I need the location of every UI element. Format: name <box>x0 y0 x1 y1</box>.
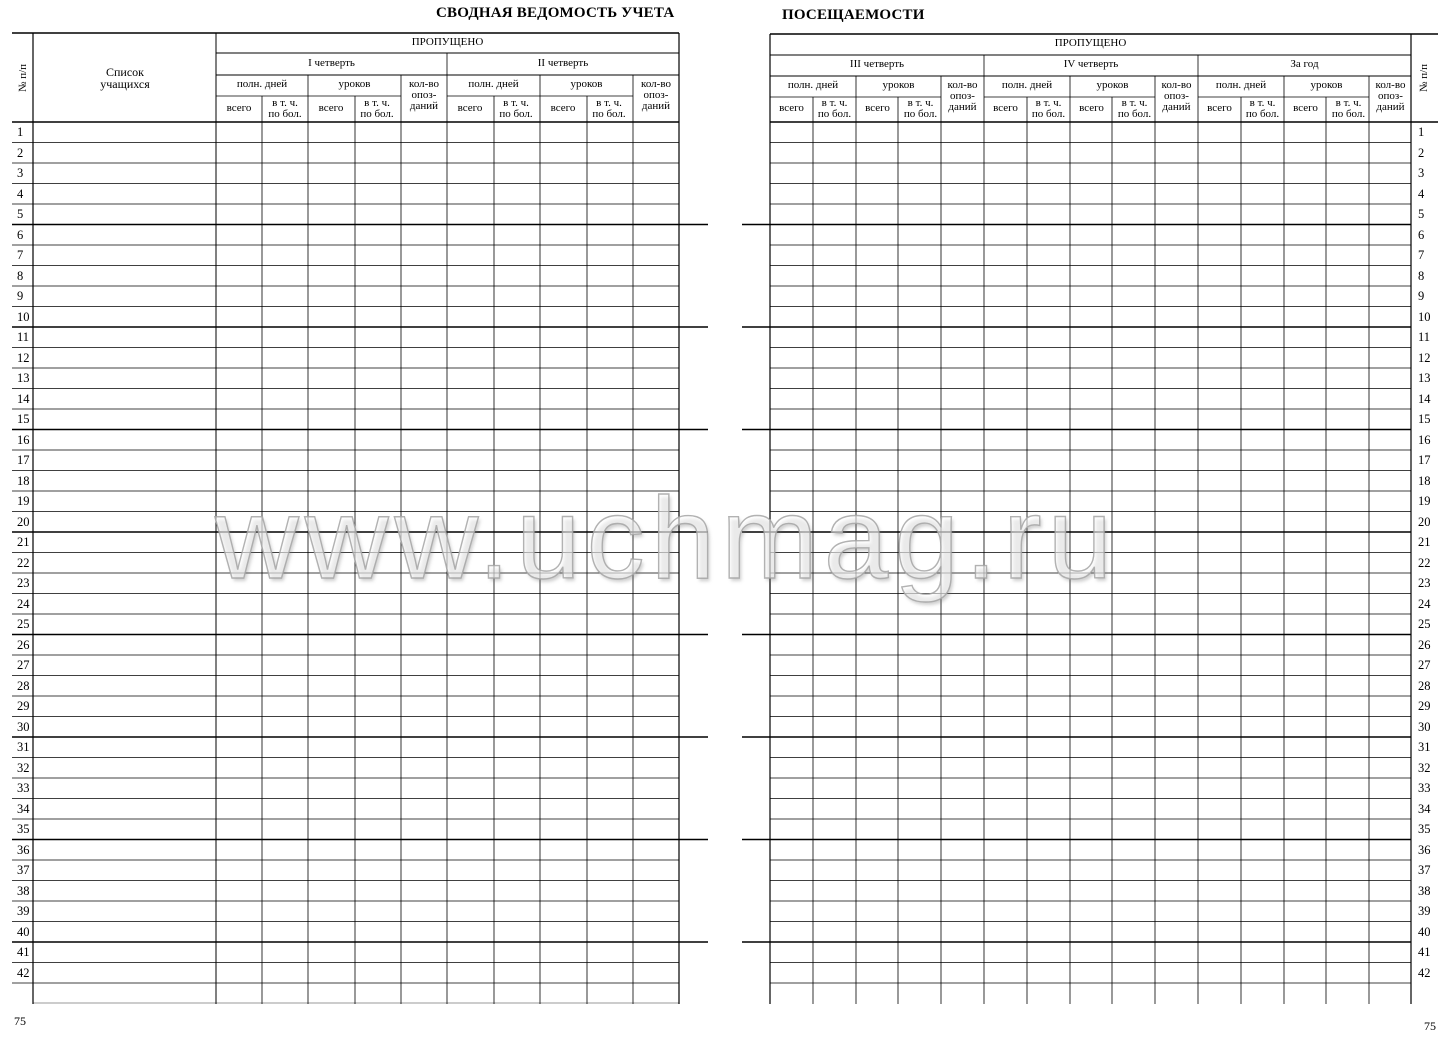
right-row-number: 4 <box>1418 186 1425 201</box>
left-row-number: 24 <box>17 596 30 611</box>
left-row-number: 27 <box>17 658 30 672</box>
right-row-number: 12 <box>1418 350 1431 365</box>
left-lessons-header: уроков <box>570 78 603 90</box>
right-row-number: 26 <box>1418 637 1431 652</box>
right-row-number: 14 <box>1418 391 1431 406</box>
page-number-right: 75 <box>1424 1019 1436 1033</box>
right-lessons-header: уроков <box>882 79 915 91</box>
right-period-3: III четверть <box>849 58 905 70</box>
left-row-number: 34 <box>17 801 30 816</box>
right-row-number: 42 <box>1418 965 1431 980</box>
right-row-number: 2 <box>1418 145 1425 160</box>
right-full-days-header: полн. дней <box>787 79 839 91</box>
right-row-number: 30 <box>1418 719 1431 734</box>
right-total-header: всего <box>993 102 1018 114</box>
left-row-number: 2 <box>17 145 24 160</box>
left-row-number: 19 <box>17 494 30 508</box>
right-row-number: 15 <box>1418 412 1431 426</box>
left-row-number: 4 <box>17 186 24 201</box>
right-row-number: 10 <box>1418 309 1431 324</box>
left-row-number: 16 <box>17 432 30 447</box>
left-row-number: 11 <box>17 330 30 344</box>
right-period-year: За год <box>1290 58 1319 70</box>
left-row-number: 1 <box>17 125 24 139</box>
left-row-number: 41 <box>17 945 30 959</box>
student-list-header-line-1: Список <box>105 65 144 79</box>
right-missed-header: ПРОПУЩЕНО <box>1054 37 1127 49</box>
right-lates-header: кол-во опоз- даний <box>947 79 978 113</box>
left-incl-sick-header: в т. ч. по бол. <box>499 97 533 120</box>
right-row-number: 34 <box>1418 801 1431 816</box>
right-row-number: 9 <box>1418 289 1425 303</box>
left-row-number: 36 <box>17 842 30 857</box>
student-list-header <box>84 66 166 90</box>
right-total-header: всего <box>1079 102 1104 114</box>
left-row-number: 29 <box>17 699 30 713</box>
left-lates-header: кол-во опоз- даний <box>641 78 671 112</box>
left-row-number: 9 <box>17 289 24 303</box>
left-row-number: 33 <box>17 781 30 795</box>
page-title-left: СВОДНАЯ ВЕДОМОСТЬ УЧЕТА <box>436 5 675 21</box>
right-row-number: 13 <box>1418 371 1431 385</box>
right-lessons-header: уроков <box>1310 79 1343 91</box>
right-row-number: 31 <box>1418 740 1431 754</box>
right-total-header: всего <box>1293 102 1318 114</box>
right-row-number: 40 <box>1418 924 1431 939</box>
right-row-number: 33 <box>1418 781 1431 795</box>
right-incl-sick-header: в т. ч. по бол. <box>1031 97 1066 120</box>
page-number-left: 75 <box>14 1014 26 1028</box>
right-row-number: 36 <box>1418 842 1431 857</box>
right-row-number: 8 <box>1418 268 1425 283</box>
right-row-number: 32 <box>1418 760 1431 775</box>
left-lates-header: кол-во опоз- даний <box>409 78 439 112</box>
left-incl-sick-header: в т. ч. по бол. <box>592 97 626 120</box>
right-lessons-header: уроков <box>1096 79 1129 91</box>
watermark: www.uchmag.ru <box>215 473 1119 603</box>
left-row-number: 3 <box>17 166 24 180</box>
row-number-header-left: № п/п <box>17 63 29 93</box>
left-row-number: 13 <box>17 371 30 385</box>
left-row-number: 12 <box>17 350 30 365</box>
row-number-header-right: № п/п <box>1418 63 1430 93</box>
left-row-number: 6 <box>17 227 24 242</box>
right-row-number: 5 <box>1418 207 1425 221</box>
left-row-number: 32 <box>17 760 30 775</box>
left-row-number: 30 <box>17 719 30 734</box>
left-row-number: 28 <box>17 678 30 693</box>
left-row-number: 22 <box>17 555 30 570</box>
left-full-days-header: полн. дней <box>468 78 519 90</box>
left-period-2: II четверть <box>537 57 589 69</box>
student-list-header-line-2: учащихся <box>100 77 150 91</box>
right-row-number: 23 <box>1418 576 1431 590</box>
left-total-header: всего <box>318 102 344 114</box>
right-full-days-header: полн. дней <box>1215 79 1267 91</box>
left-row-number: 20 <box>17 514 30 529</box>
right-row-number: 17 <box>1418 453 1431 467</box>
left-row-number: 25 <box>17 617 30 631</box>
right-row-number: 6 <box>1418 227 1425 242</box>
right-row-number: 39 <box>1418 904 1431 918</box>
left-lessons-header: уроков <box>338 78 371 90</box>
right-row-number: 19 <box>1418 494 1431 508</box>
right-row-number: 21 <box>1418 535 1431 549</box>
left-missed-header: ПРОПУЩЕНО <box>411 36 484 48</box>
right-row-number: 20 <box>1418 514 1431 529</box>
left-row-number: 5 <box>17 207 24 221</box>
left-full-days-header: полн. дней <box>236 78 288 90</box>
left-row-number: 8 <box>17 268 24 283</box>
left-row-number: 17 <box>17 453 30 467</box>
left-row-number: 37 <box>17 863 30 877</box>
right-total-header: всего <box>1207 102 1232 114</box>
right-row-number: 16 <box>1418 432 1431 447</box>
left-row-number: 35 <box>17 822 30 836</box>
right-row-number: 22 <box>1418 555 1431 570</box>
left-period-1: I четверть <box>308 57 355 69</box>
right-row-number: 1 <box>1418 125 1425 139</box>
left-row-number: 7 <box>17 248 24 262</box>
left-row-number: 40 <box>17 924 30 939</box>
right-row-number: 27 <box>1418 658 1431 672</box>
right-row-number: 7 <box>1418 248 1425 262</box>
right-incl-sick-header: в т. ч. по бол. <box>817 97 852 120</box>
left-row-number: 15 <box>17 412 30 426</box>
right-row-number: 3 <box>1418 166 1425 180</box>
right-period-4: IV четверть <box>1063 58 1119 70</box>
right-total-header: всего <box>779 102 804 114</box>
left-row-number: 31 <box>17 740 30 754</box>
right-lates-header: кол-во опоз- даний <box>1375 79 1406 113</box>
left-row-number: 21 <box>17 535 30 549</box>
left-incl-sick-header: в т. ч. по бол. <box>360 97 394 120</box>
right-row-number: 24 <box>1418 596 1431 611</box>
right-row-number: 11 <box>1418 330 1431 344</box>
right-row-number: 18 <box>1418 473 1431 488</box>
left-row-number: 38 <box>17 883 30 898</box>
right-incl-sick-header: в т. ч. по бол. <box>1117 97 1152 120</box>
left-row-number: 10 <box>17 309 30 324</box>
right-row-number: 38 <box>1418 883 1431 898</box>
left-row-number: 42 <box>17 965 30 980</box>
left-row-number: 14 <box>17 391 30 406</box>
left-total-header: всего <box>550 102 576 114</box>
right-total-header: всего <box>865 102 890 114</box>
right-row-number: 29 <box>1418 699 1431 713</box>
right-lates-header: кол-во опоз- даний <box>1161 79 1192 113</box>
right-full-days-header: полн. дней <box>1001 79 1053 91</box>
left-row-number: 39 <box>17 904 30 918</box>
page-title-right: ПОСЕЩАЕМОСТИ <box>782 7 925 23</box>
left-row-number: 26 <box>17 637 30 652</box>
right-row-number: 35 <box>1418 822 1431 836</box>
right-incl-sick-header: в т. ч. по бол. <box>903 97 938 120</box>
left-total-header: всего <box>457 102 483 114</box>
left-incl-sick-header: в т. ч. по бол. <box>268 97 302 120</box>
right-incl-sick-header: в т. ч. по бол. <box>1331 97 1366 120</box>
right-row-number: 41 <box>1418 945 1431 959</box>
left-row-number: 18 <box>17 473 30 488</box>
right-row-number: 28 <box>1418 678 1431 693</box>
left-total-header: всего <box>226 102 252 114</box>
right-row-number: 25 <box>1418 617 1431 631</box>
right-row-number: 37 <box>1418 863 1431 877</box>
right-incl-sick-header: в т. ч. по бол. <box>1245 97 1280 120</box>
left-row-number: 23 <box>17 576 30 590</box>
